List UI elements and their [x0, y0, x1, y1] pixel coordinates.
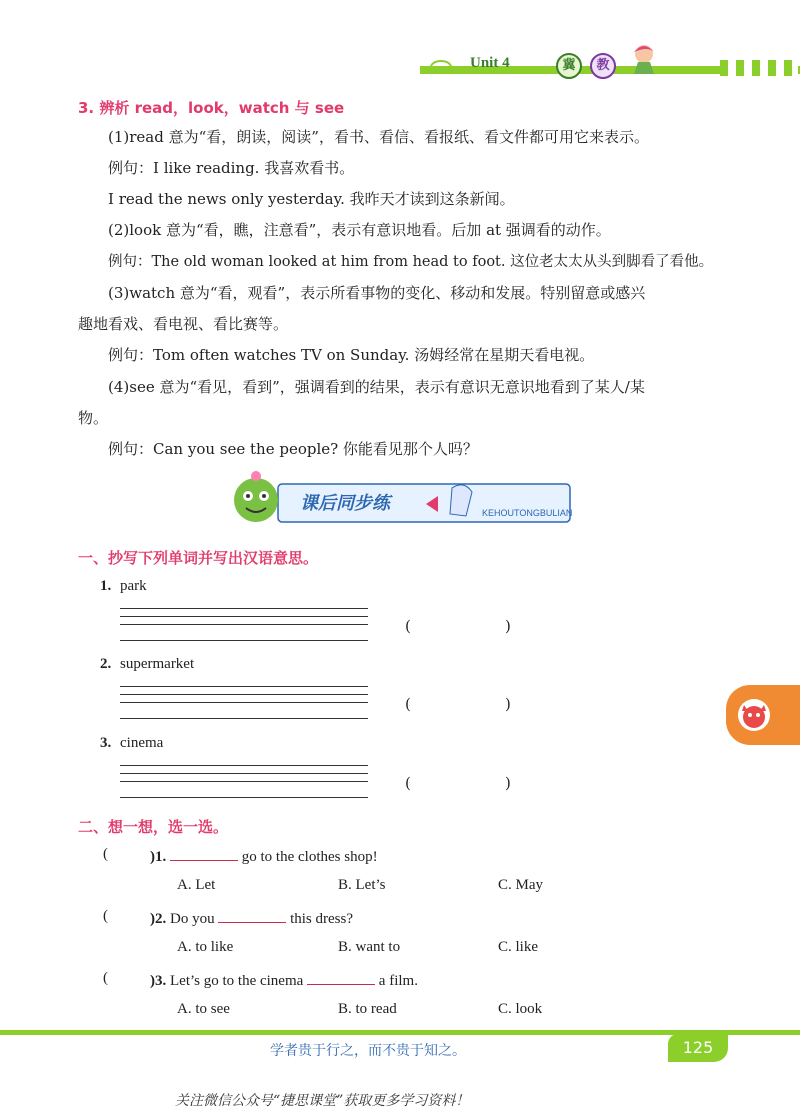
text-line: 例句：Tom often watches TV on Sunday. 汤姆经常在星期天看电视。	[108, 346, 595, 364]
text-line: 例句：The old woman looked at him from head to foot. 这位老太太从头到脚看了看他。	[108, 254, 714, 270]
option-c[interactable]: C. May	[498, 877, 543, 893]
writing-line[interactable]	[120, 616, 368, 617]
writing-line[interactable]	[120, 797, 368, 798]
question-line	[150, 846, 378, 866]
question-open-paren: (	[103, 970, 108, 986]
text-line: I read the news only yesterday. 我昨天才读到这条新闻。	[108, 190, 515, 208]
option-c[interactable]: C. like	[498, 939, 538, 955]
text-line: (3)watch 意为“看，观看”，表示所看事物的变化、移动和发展。特别留意或感兴	[108, 284, 646, 302]
answer-paren-close: )	[505, 617, 511, 635]
writing-line[interactable]	[120, 718, 368, 719]
answer-blank[interactable]	[170, 846, 238, 861]
footer-note: 关注微信公众号“捷思课堂”获取更多学习资料！	[175, 1093, 470, 1109]
text-line: (1)read 意为“看，朗读，阅读”，看书、看信、看报纸、看文件都可用它来表示。	[108, 128, 649, 146]
banner-subtitle: KEHOUTONGBULIAN	[482, 508, 573, 518]
badge-jiao: 教	[590, 53, 616, 79]
item-number: 1.	[100, 578, 112, 594]
fairy-icon	[626, 40, 662, 76]
page-number: 125	[668, 1034, 728, 1062]
option-b[interactable]: B. to read	[338, 1001, 397, 1017]
writing-line[interactable]	[120, 765, 368, 766]
item-number: 2.	[100, 656, 112, 672]
question-before: Let’s go to the cinema	[170, 973, 304, 989]
item-word: cinema	[120, 735, 164, 751]
answer-paren-close: )	[505, 774, 511, 792]
question-after: a film.	[378, 973, 418, 989]
part2-title: 二、想一想，选一选。	[78, 818, 229, 836]
banner-title: 课后同步练	[300, 493, 390, 514]
header-deco	[430, 60, 452, 74]
item-word: park	[120, 578, 147, 594]
answer-blank[interactable]	[307, 970, 375, 985]
text-line: (4)see 意为“看见，看到”，强调看到的结果，表示有意识无意识地看到了某人/某	[108, 378, 645, 396]
question-number: )2.	[150, 911, 167, 927]
question-after: go to the clothes shop!	[241, 849, 378, 865]
answer-blank[interactable]	[218, 908, 286, 923]
question-before: Do you	[170, 911, 215, 927]
writing-line[interactable]	[120, 608, 368, 609]
option-b[interactable]: B. want to	[338, 939, 401, 955]
writing-line[interactable]	[120, 702, 368, 703]
text-line: 物。	[78, 409, 109, 427]
unit-label: Unit 4	[470, 55, 510, 71]
text-line: 例句：I like reading. 我喜欢看书。	[108, 159, 355, 177]
badge-ji: 冀	[556, 53, 582, 79]
question-after: this dress?	[290, 911, 354, 927]
writing-line[interactable]	[120, 624, 368, 625]
text-line: 例句：Can you see the people? 你能看见那个人吗？	[108, 440, 478, 458]
checker-deco	[720, 60, 798, 76]
answer-paren-open: (	[405, 774, 411, 792]
question-open-paren: (	[103, 846, 108, 862]
item-word: supermarket	[120, 656, 195, 672]
question-line	[150, 970, 418, 990]
option-a[interactable]: A. Let	[177, 877, 216, 893]
answer-paren-open: (	[405, 695, 411, 713]
option-a[interactable]: A. to see	[177, 1001, 230, 1017]
section3-title: 3. 辨析 read，look，watch 与 see	[78, 99, 345, 117]
part1-title: 一、抄写下列单词并写出汉语意思。	[78, 549, 319, 567]
writing-line[interactable]	[120, 686, 368, 687]
writing-line[interactable]	[120, 694, 368, 695]
practice-banner	[228, 470, 573, 530]
writing-line[interactable]	[120, 640, 368, 641]
side-tab	[726, 685, 800, 745]
writing-line[interactable]	[120, 773, 368, 774]
option-c[interactable]: C. look	[498, 1001, 543, 1017]
question-line	[150, 908, 353, 928]
question-open-paren: (	[103, 908, 108, 924]
question-number: )1.	[150, 849, 167, 865]
answer-paren-close: )	[505, 695, 511, 713]
answer-paren-open: (	[405, 617, 411, 635]
question-number: )3.	[150, 973, 167, 989]
option-a[interactable]: A. to like	[177, 939, 234, 955]
option-b[interactable]: B. Let’s	[338, 877, 386, 893]
item-number: 3.	[100, 735, 112, 751]
footer-motto: 学者贵于行之，而不贵于知之。	[270, 1043, 466, 1059]
text-line: 趣地看戏、看电视、看比赛等。	[78, 315, 289, 333]
writing-line[interactable]	[120, 781, 368, 782]
text-line: (2)look 意为“看，瞧，注意看”，表示有意识地看。后加 at 强调看的动作。	[108, 221, 611, 239]
